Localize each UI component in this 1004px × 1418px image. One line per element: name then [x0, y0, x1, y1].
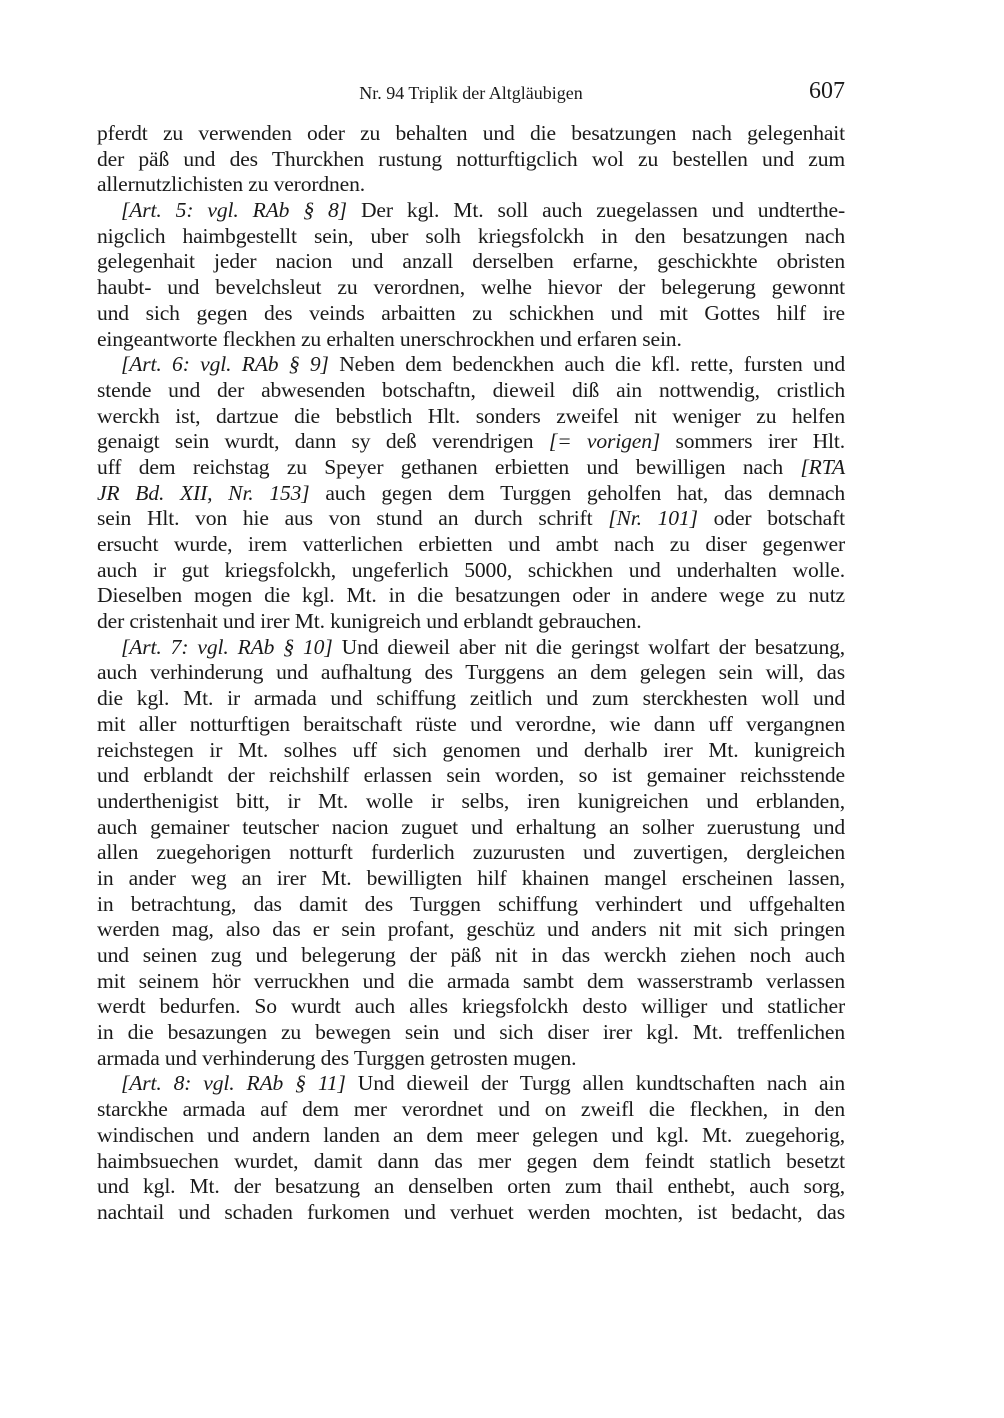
body-text: [97, 121, 845, 1226]
text-line: [97, 172, 845, 198]
text-segment: haimbsuechen wurdet, damit dann das mer gegen dem feindt statlich besetzt: [97, 1148, 845, 1173]
text-segment: Und dieweil der Turgg allen kundtschaften nach ain: [345, 1071, 845, 1096]
text-segment: in betrachtung, das damit des Turggen schiffung verhindert und uffgehalten: [97, 891, 845, 916]
text-segment: genaigt sein wurdt, dann sy deß verendrigen: [97, 429, 549, 454]
text-line: [97, 481, 845, 507]
text-segment: die kgl. Mt. ir armada und schiffung zeitlich und zum sterckhesten woll und: [97, 686, 845, 711]
text-segment: auch verhinderung und aufhaltung des Turggens an dem gelegen sein will, das: [97, 660, 845, 685]
text-line: [97, 1174, 845, 1200]
text-line: [97, 635, 845, 661]
paragraph: [97, 635, 845, 1072]
text-line: [97, 404, 845, 430]
text-line: [97, 429, 845, 455]
text-segment: auch ir gut kriegsfolckh, ungeferlich 5000, schickhen und underhalten wolle.: [97, 557, 845, 582]
text-segment: in ander weg an irer Mt. bewilligten hilf khainen mangel erscheinen lassen,: [97, 865, 845, 890]
text-line: [97, 969, 845, 995]
text-line: [97, 738, 845, 764]
text-segment: Neben dem bedenckhen auch die kfl. rette, fursten und: [328, 352, 845, 377]
paragraph: [97, 1071, 845, 1225]
paragraph: [97, 121, 845, 198]
text-segment: auch gemainer teutscher nacion zuguet und erhaltung an solher zuerustung und: [97, 814, 845, 839]
text-segment: und erblandt der reichshilf erlassen sein worden, so ist gemainer reichsstende: [97, 763, 845, 788]
page-number: 607: [809, 78, 845, 104]
editorial-reference: [Nr. 101]: [608, 506, 698, 531]
text-segment: mit aller notturftigen beraitschaft rüste und verordne, wie dann uff vergangnen: [97, 711, 845, 736]
editorial-reference: [Art. 8: vgl. RAb § 11]: [121, 1071, 346, 1096]
text-segment: der päß und des Thurckhen rustung notturftigclich wol zu bestellen und zum: [97, 146, 845, 171]
text-line: [97, 455, 845, 481]
text-segment: gelegenhait jeder nacion und anzall derselben erfarne, geschickhte obristen: [97, 249, 845, 274]
editorial-reference: [Art. 7: vgl. RAb § 10]: [121, 634, 333, 659]
text-segment: und seinen zug und belegerung der päß nit in das werckh ziehen noch auch: [97, 943, 845, 967]
text-line: [97, 917, 845, 943]
text-segment: windischen und andern landen an dem meer gelegen und kgl. Mt. zuegehorig,: [97, 1122, 845, 1147]
text-line: [97, 583, 845, 609]
text-segment: werdt bedurfen. So wurdt auch alles kriegsfolckh desto williger und statlicher: [97, 994, 845, 1019]
text-segment: werckh ist, dartzue die bebstlich Hlt. sonders zweifel nit weniger zu helfen: [97, 403, 845, 428]
text-segment: pferdt zu verwenden oder zu behalten und die besatzungen nach gelegenhait: [97, 121, 845, 145]
editorial-reference: [= vorigen]: [548, 429, 661, 454]
text-line: [97, 892, 845, 918]
text-line: [97, 301, 845, 327]
text-segment: reichstegen ir Mt. solhes uff sich genomen und derhalb irer Mt. kunigreich: [97, 737, 845, 762]
editorial-reference: [Art. 5: vgl. RAb § 8]: [121, 198, 347, 223]
text-segment: nigclich haimbgestellt sein, uber solh kriegsfolckh in den besatzungen nach: [97, 223, 845, 248]
text-line: [97, 609, 845, 635]
text-line: [97, 275, 845, 301]
text-line: [97, 198, 845, 224]
text-line: [97, 327, 845, 353]
text-line: [97, 712, 845, 738]
text-line: [97, 506, 845, 532]
text-segment: mit seinem hör verruckhen und die armada sambt dem wasserstramb verlassen: [97, 968, 845, 993]
text-segment: armada und verhinderung des Turggen getrosten mugen.: [97, 1045, 577, 1070]
text-line: [97, 1046, 845, 1072]
text-segment: auch gegen dem Turggen geholfen hat, das demnach: [309, 480, 845, 505]
page-header: [97, 78, 845, 108]
text-line: [97, 866, 845, 892]
editorial-reference: JR Bd. XII, Nr. 153]: [97, 480, 310, 505]
text-line: [97, 686, 845, 712]
text-segment: Dieselben mogen die kgl. Mt. in die besatzungen oder in andere wege zu nutz: [97, 583, 845, 608]
text-line: [97, 532, 845, 558]
text-line: [97, 147, 845, 173]
text-segment: nachtail und schaden furkomen und verhuet werden mochten, ist bedacht, das: [97, 1199, 845, 1224]
text-line: [97, 660, 845, 686]
text-segment: Der kgl. Mt. soll auch zuegelassen und undterthe-: [346, 198, 845, 223]
text-line: [97, 789, 845, 815]
paragraph: [97, 198, 845, 352]
editorial-reference: [Art. 6: vgl. RAb § 9]: [121, 352, 329, 377]
text-segment: werden mag, also das er sein profant, geschüz und anders nit mit sich pringen: [97, 917, 845, 942]
text-segment: underthenigist bitt, ir Mt. wolle ir selbs, iren kunigreichen und erblanden,: [97, 788, 845, 813]
text-line: [97, 994, 845, 1020]
text-line: [97, 1097, 845, 1123]
text-segment: allen zuegehorigen notturft furderlich zuzurusten und zuvertigen, dergleichen: [97, 840, 845, 865]
text-line: [97, 815, 845, 841]
text-line: [97, 378, 845, 404]
text-segment: starckhe armada auf dem mer verordnet und on zweifl die fleckhen, in den: [97, 1097, 845, 1122]
text-segment: uff dem reichstag zu Speyer gethanen erbietten und bewilligen nach: [97, 454, 801, 479]
editorial-reference: [RTA: [800, 454, 845, 479]
running-title: Nr. 94 Triplik der Altgläubigen: [359, 83, 583, 103]
text-line: [97, 840, 845, 866]
text-line: [97, 1020, 845, 1046]
text-line: [97, 249, 845, 275]
text-line: [97, 352, 845, 378]
text-segment: der cristenhait und irer Mt. kunigreich und erblandt gebrauchen.: [97, 609, 642, 634]
text-segment: sommers irer Hlt.: [660, 429, 845, 454]
paragraph: [97, 352, 845, 635]
text-line: [97, 1071, 845, 1097]
text-segment: Und dieweil aber nit die geringst wolfart der besatzung,: [332, 634, 845, 659]
text-line: [97, 224, 845, 250]
text-line: [97, 763, 845, 789]
text-line: [97, 1149, 845, 1175]
text-segment: und kgl. Mt. der besatzung an denselben orten zum thail enthebt, auch sorg,: [97, 1174, 845, 1199]
text-line: [97, 1200, 845, 1226]
text-segment: haubt- und bevelchsleut zu verordnen, welhe hievor der belegerung gewonnt: [97, 275, 845, 300]
text-segment: in die besazungen zu bewegen sein und sich diser irer kgl. Mt. treffenlichen: [97, 1020, 845, 1045]
text-segment: und sich gegen des veinds arbaitten zu schickhen und mit Gottes hilf ire: [97, 300, 845, 325]
text-segment: eingeantworte fleckhen zu erhalten unerschrockhen und erfaren sein.: [97, 326, 682, 351]
text-line: [97, 558, 845, 584]
text-line: [97, 121, 845, 147]
text-segment: sein Hlt. von hie aus von stund an durch schrift: [97, 506, 609, 531]
text-line: [97, 943, 845, 969]
text-segment: allernutzlichisten zu verordnen.: [97, 172, 366, 197]
text-segment: ersucht wurde, irem vatterlichen erbietten und ambt nach zu diser gegenwer: [97, 532, 845, 556]
text-segment: stende und der abwesenden botschaftn, dieweil diß ain nottwendig, cristlich: [97, 377, 845, 402]
text-line: [97, 1123, 845, 1149]
text-segment: oder botschaft: [697, 506, 846, 531]
